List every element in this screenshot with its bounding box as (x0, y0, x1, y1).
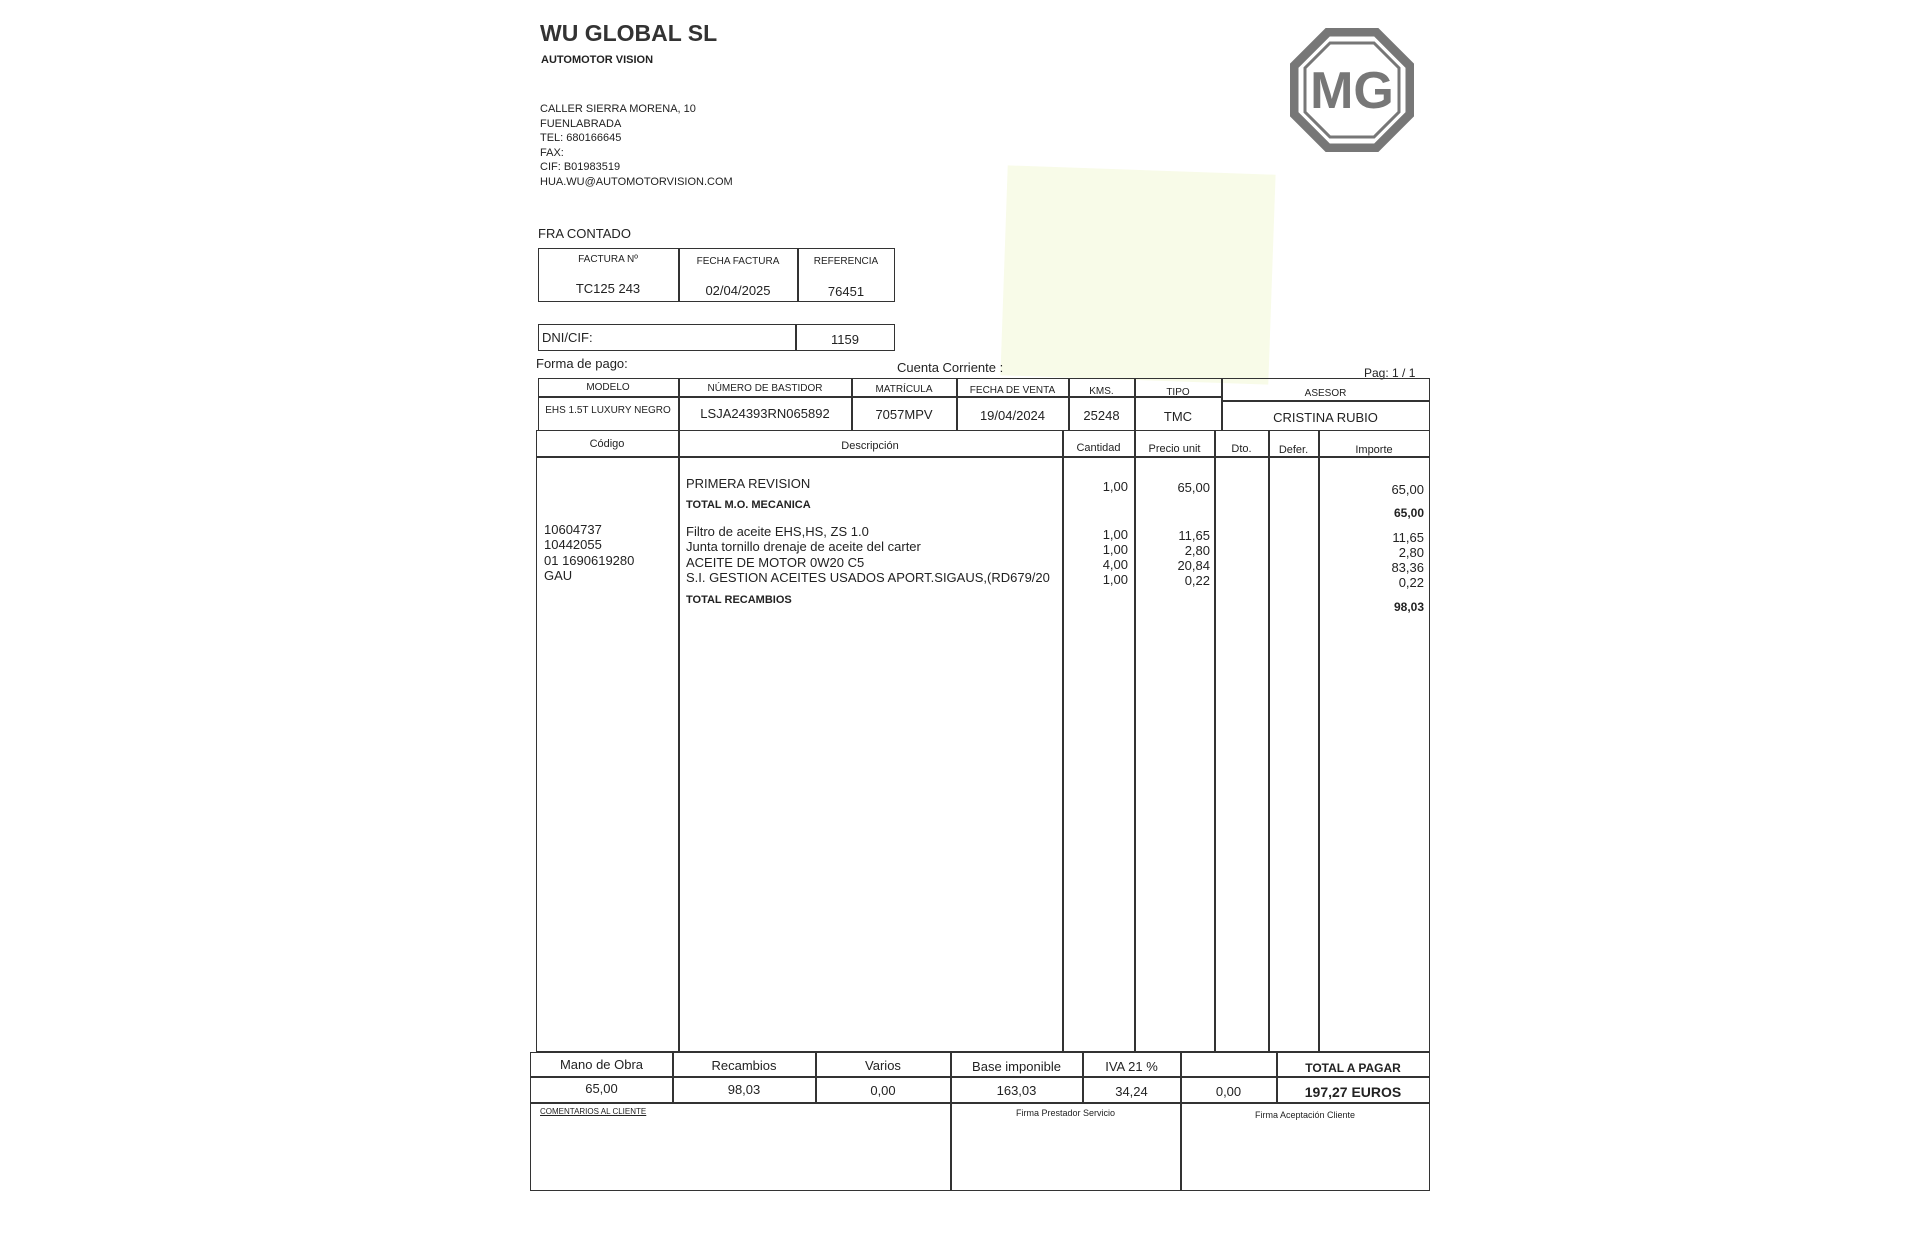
account-label: Cuenta Corriente : (897, 360, 1004, 375)
subtotal-label: TOTAL M.O. MECANICA (686, 499, 811, 511)
sticky-note (1000, 165, 1275, 384)
vehicle-advisor: CRISTINA RUBIO (1273, 410, 1378, 425)
line-desc: S.I. GESTION ACEITES USADOS APORT.SIGAUS,(RD679/20 (686, 570, 1050, 585)
line-qty: 1,00 (1102, 479, 1128, 494)
total-taxable: 163,03 (996, 1083, 1037, 1098)
line-code: 01 1690619280 (544, 553, 635, 568)
vehicle-vin: LSJA24393RN065892 (700, 406, 830, 421)
col-discount: Dto. (1231, 443, 1252, 455)
total-label-parts: Recambios (711, 1058, 777, 1073)
invoice-number: TC125 243 (575, 281, 641, 296)
total-label-vat: IVA 21 % (1105, 1059, 1158, 1074)
col-description: Descripción (841, 440, 899, 452)
col-unit-price: Precio unit (1148, 443, 1201, 455)
vehicle-model: EHS 1.5T LUXURY NEGRO (545, 405, 671, 416)
line-amount: 83,36 (1391, 560, 1424, 575)
line-desc: Junta tornillo drenaje de aceite del carter (686, 539, 921, 554)
vehicle-plate: 7057MPV (875, 407, 933, 422)
line-price: 11,65 (1178, 528, 1210, 543)
line-qty: 1,00 (1102, 527, 1128, 542)
address-line: CIF: B01983519 (540, 161, 621, 174)
vehicle-label-plate: MATRÍCULA (875, 384, 933, 395)
line-qty: 1,00 (1102, 542, 1128, 557)
line-code: 10442055 (544, 537, 602, 552)
invoice-number-label: FACTURA Nº (578, 254, 638, 265)
dni-value: 1159 (831, 332, 859, 347)
line-qty: 1,00 (1102, 572, 1128, 587)
address-line: TEL: 680166645 (540, 132, 622, 145)
total-labour: 65,00 (585, 1081, 618, 1096)
vehicle-label-model: MODELO (586, 382, 630, 393)
company-subtitle: AUTOMOTOR VISION (541, 54, 654, 66)
address-line: FAX: (540, 146, 564, 159)
provider-signature-label: Firma Prestador Servicio (1015, 1108, 1116, 1118)
client-comments-label: COMENTARIOS AL CLIENTE (540, 1107, 647, 1116)
line-desc: PRIMERA REVISION (686, 476, 811, 491)
payment-label: Forma de pago: (536, 356, 628, 371)
total-label-to-pay: TOTAL A PAGAR (1305, 1061, 1401, 1075)
line-price: 0,22 (1184, 573, 1210, 588)
line-desc: Filtro de aceite EHS,HS, ZS 1.0 (686, 524, 869, 539)
vehicle-type: TMC (1163, 409, 1193, 424)
lines-table (536, 430, 1430, 1052)
vehicle-label-type: TIPO (1166, 387, 1190, 398)
vehicle-kms: 25248 (1083, 408, 1120, 423)
line-code: GAU (544, 568, 573, 583)
total-extra: 0,00 (1215, 1084, 1242, 1099)
address-line: FUENLABRADA (540, 117, 622, 130)
col-deferred: Defer. (1278, 444, 1309, 456)
line-qty: 4,00 (1102, 557, 1128, 572)
line-amount: 65,00 (1391, 482, 1424, 497)
total-label-labour: Mano de Obra (559, 1057, 644, 1072)
invoice-date-label: FECHA FACTURA (696, 256, 780, 267)
subtotal-label: TOTAL RECAMBIOS (686, 594, 792, 606)
vehicle-label-kms: KMS. (1089, 386, 1114, 397)
logo-text: MG (1310, 62, 1394, 120)
line-price: 65,00 (1177, 480, 1210, 495)
total-to-pay: 197,27 EUROS (1304, 1084, 1402, 1100)
address-line: HUA.WU@AUTOMOTORVISION.COM (540, 175, 733, 188)
reference-label: REFERENCIA (813, 256, 879, 267)
line-amount: 2,80 (1398, 545, 1424, 560)
company-address (540, 102, 733, 190)
company-name: WU GLOBAL SL (540, 20, 718, 46)
mg-logo-icon (1290, 28, 1414, 152)
line-price: 2,80 (1184, 543, 1210, 558)
vehicle-label-sale-date: FECHA DE VENTA (969, 385, 1056, 396)
dni-label: DNI/CIF: (542, 330, 593, 345)
subtotal-amount: 65,00 (1393, 506, 1424, 520)
line-amount: 0,22 (1398, 575, 1424, 590)
total-vat: 34,24 (1115, 1084, 1148, 1099)
line-desc: ACEITE DE MOTOR 0W20 C5 (686, 555, 865, 570)
col-quantity: Cantidad (1076, 442, 1121, 454)
subtotal-amount: 98,03 (1393, 600, 1424, 614)
col-code: Código (589, 438, 625, 450)
address-line: CALLER SIERRA MORENA, 10 (540, 103, 696, 115)
reference-value: 76451 (827, 284, 865, 299)
total-misc: 0,00 (870, 1083, 896, 1098)
line-price: 20,84 (1177, 558, 1210, 573)
total-label-taxable: Base imponible (972, 1059, 1061, 1074)
vehicle-label-vin: NÚMERO DE BASTIDOR (707, 383, 823, 394)
page-indicator: Pag: 1 / 1 (1364, 366, 1416, 380)
vehicle-label-advisor: ASESOR (1304, 388, 1347, 399)
vehicle-sale-date: 19/04/2024 (979, 408, 1046, 423)
total-label-misc: Varios (865, 1058, 901, 1073)
total-parts: 98,03 (727, 1082, 761, 1097)
line-code: 10604737 (544, 522, 602, 537)
invoice-type: FRA CONTADO (538, 226, 631, 241)
invoice-date: 02/04/2025 (705, 283, 771, 298)
line-amount: 11,65 (1392, 530, 1424, 545)
col-amount: Importe (1355, 444, 1393, 456)
client-signature-label: Firma Aceptación Cliente (1254, 1110, 1356, 1120)
